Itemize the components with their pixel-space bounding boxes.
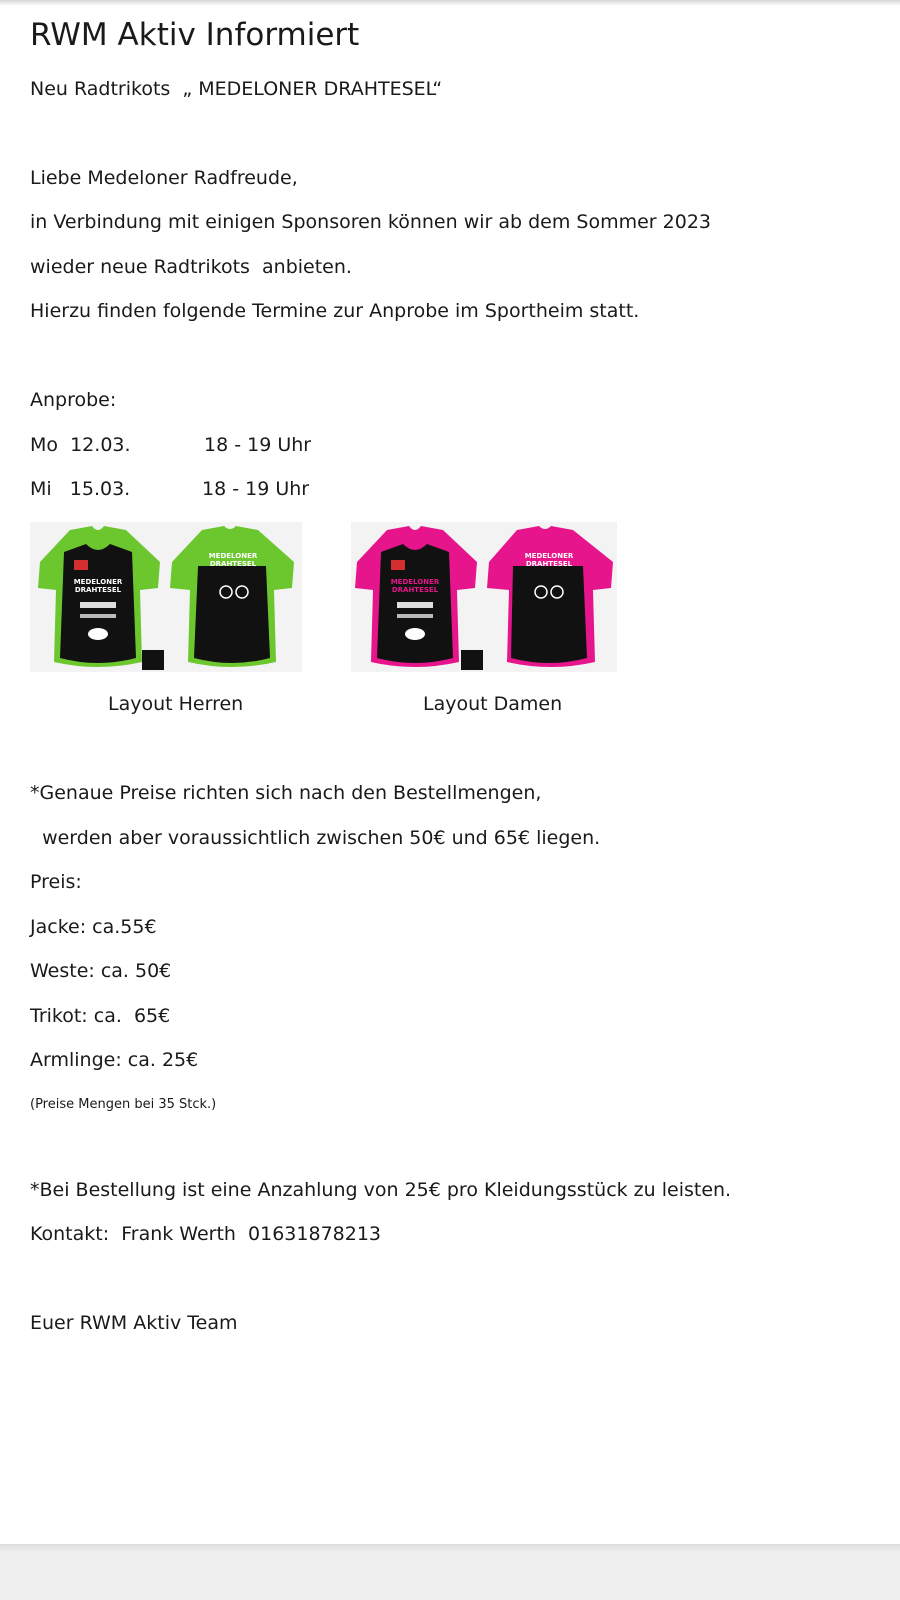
jersey-image-men	[30, 522, 302, 672]
fitting-time: 18 - 19 Uhr	[202, 478, 310, 500]
price-note-1: *Genaue Preise richten sich nach den Bestellmengen,	[30, 782, 542, 804]
page-subtitle: Neu Radtrikots „ MEDELONER DRAHTESEL“	[30, 78, 443, 100]
svg-text:DRAHTESEL: DRAHTESEL	[209, 560, 257, 568]
jersey-back-women	[487, 526, 613, 667]
svg-text:MEDELONER: MEDELONER	[524, 552, 574, 560]
jersey-back-men	[170, 526, 294, 667]
contact-line: Kontakt: Frank Werth 01631878213	[30, 1223, 382, 1245]
svg-text:MEDELONER: MEDELONER	[208, 552, 258, 560]
fitting-heading: Anprobe:	[30, 389, 117, 411]
price-heading: Preis:	[30, 871, 82, 893]
svg-text:MEDELONER: MEDELONER	[390, 578, 440, 586]
price-footnote: (Preise Mengen bei 35 Stck.)	[30, 1097, 217, 1112]
jersey-men-svg	[30, 522, 302, 672]
jersey-logo-text: MEDELONER	[73, 578, 123, 586]
price-item: Trikot: ca. 65€	[30, 1005, 171, 1027]
fitting-day: Mo 12.03.	[30, 434, 131, 456]
caption-layout-men: Layout Herren	[108, 693, 244, 715]
caption-layout-women: Layout Damen	[423, 693, 563, 715]
jersey-front-men	[38, 526, 160, 667]
price-item: Jacke: ca.55€	[30, 916, 157, 938]
jersey-image-women	[351, 522, 617, 672]
jersey-women-svg	[351, 522, 617, 672]
intro-line-1: in Verbindung mit einigen Sponsoren können wir ab dem Sommer 2023	[30, 211, 711, 233]
fitting-day: Mi 15.03.	[30, 478, 131, 500]
svg-text:DRAHTESEL: DRAHTESEL	[391, 586, 439, 594]
fitting-time: 18 - 19 Uhr	[204, 434, 312, 456]
jersey-front-women	[355, 526, 477, 667]
greeting: Liebe Medeloner Radfreude,	[30, 167, 298, 189]
intro-line-3: Hierzu finden folgende Termine zur Anprobe im Sportheim statt.	[30, 300, 640, 322]
price-item: Weste: ca. 50€	[30, 960, 172, 982]
svg-text:DRAHTESEL: DRAHTESEL	[74, 586, 122, 594]
price-note-2: werden aber voraussichtlich zwischen 50€ und 65€ liegen.	[30, 827, 601, 849]
price-item: Armlinge: ca. 25€	[30, 1049, 199, 1071]
page-title: RWM Aktiv Informiert	[30, 17, 360, 53]
svg-text:DRAHTESEL: DRAHTESEL	[525, 560, 573, 568]
top-edge-shadow	[0, 0, 900, 6]
deposit-note: *Bei Bestellung ist eine Anzahlung von 25€ pro Kleidungsstück zu leisten.	[30, 1179, 732, 1201]
intro-line-2: wieder neue Radtrikots anbieten.	[30, 256, 352, 278]
bottom-bar	[0, 1544, 900, 1600]
signoff: Euer RWM Aktiv Team	[30, 1312, 238, 1334]
